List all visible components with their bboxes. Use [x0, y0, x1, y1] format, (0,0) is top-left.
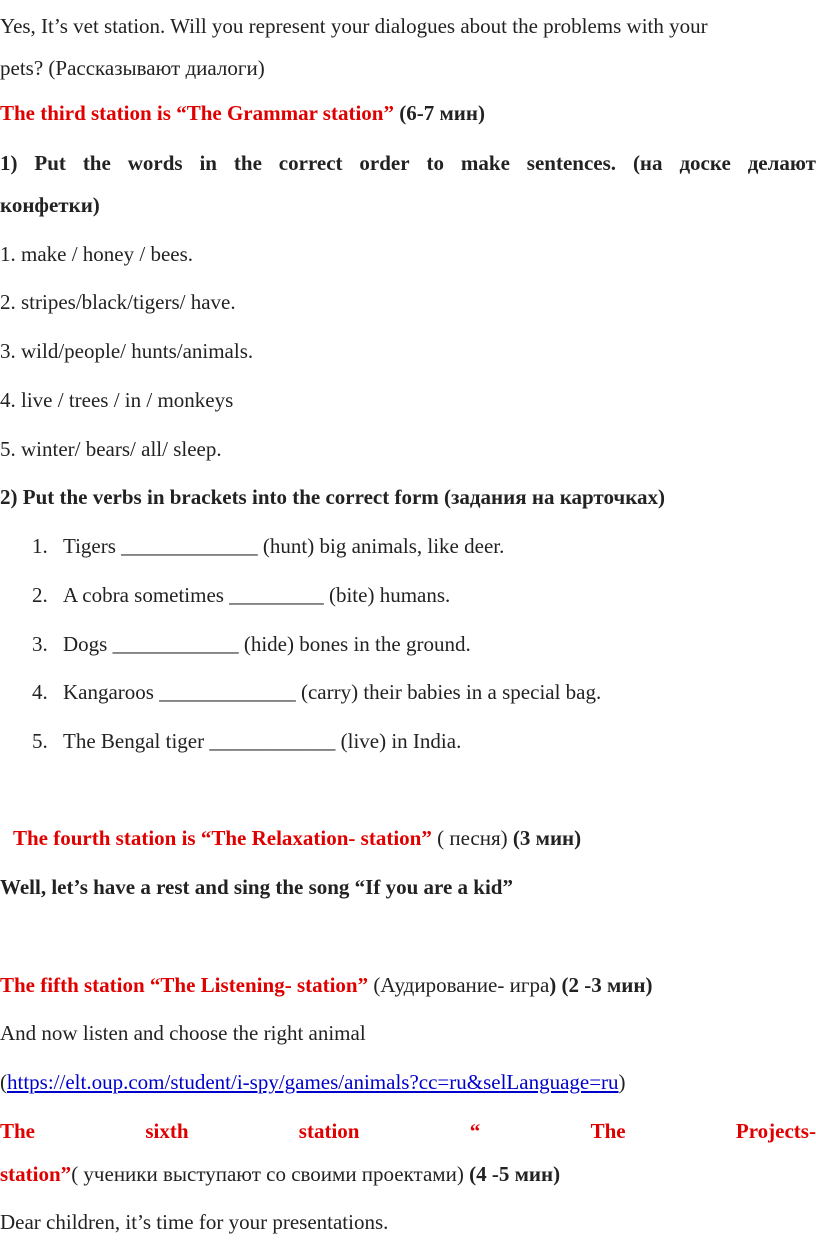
station5-text: And now listen and choose the right animal [0, 1021, 366, 1045]
task1-heading-word: доске [679, 151, 731, 175]
task2-item-text: Tigers _____________ (hunt) big animals, like deer. [63, 534, 505, 558]
station5-heading [0, 972, 653, 998]
animals-game-link[interactable]: https://elt.oup.com/student/i-spy/games/animals?cc=ru&selLanguage=ru [7, 1070, 619, 1094]
station4-text: Well, let’s have a rest and sing the song “If you are a kid” [0, 875, 513, 899]
task1-heading-line-1 [0, 150, 816, 176]
task1-heading-word: the [82, 151, 111, 175]
task2-item-text: A cobra sometimes _________ (bite) humans. [63, 583, 451, 607]
station3-title: The third station is “The Grammar station” [0, 101, 394, 125]
station4-time: (3 мин) [512, 826, 582, 850]
station6-title-end: station” [0, 1162, 72, 1186]
task2-item-number: 1. [32, 534, 48, 558]
task1-heading-word: Put [34, 151, 66, 175]
station6-title-word: The [0, 1119, 36, 1143]
task2-item-text: Dogs ____________ (hide) bones in the ground. [63, 632, 471, 656]
task1-heading-word: sentences. [526, 151, 617, 175]
task1-heading-word: words [127, 151, 183, 175]
task1-heading-word: make [460, 151, 510, 175]
task1-item-4: 4. live / trees / in / monkeys [0, 388, 234, 412]
intro-line-2: pets? (Рассказывают диалоги) [0, 56, 265, 80]
task2-heading: 2) Put the verbs in brackets into the correct form (задания на карточках) [0, 485, 666, 509]
station6-title-word: sixth [145, 1119, 189, 1143]
task2-item-text: The Bengal tiger ____________ (live) in India. [63, 729, 462, 753]
task2-item-text: Kangaroos _____________ (carry) their babies in a special bag. [63, 680, 602, 704]
station6-heading-line-2 [0, 1161, 560, 1187]
station6-title-word: station [298, 1119, 360, 1143]
station6-text: Dear children, it’s time for your presentations. [0, 1210, 389, 1234]
station3-heading [0, 100, 485, 126]
task2-item-1 [32, 533, 504, 559]
station5-time: ) (2 -3 мин) [549, 973, 653, 997]
link-open-paren: ( [0, 1070, 7, 1094]
task2-item-number: 5. [32, 729, 48, 753]
task1-item-5: 5. winter/ bears/ all/ sleep. [0, 437, 222, 461]
task1-heading-word: correct [278, 151, 343, 175]
station5-link-line [0, 1069, 626, 1095]
station6-heading-line-1 [0, 1118, 816, 1144]
station5-title: The fifth station “The Listening- station” [0, 973, 369, 997]
station6-title-word: “ [469, 1119, 481, 1143]
task1-heading-word: in [199, 151, 217, 175]
station4-paren: ( песня) [431, 826, 513, 850]
task1-heading-line-2: конфетки) [0, 193, 100, 217]
station5-paren: (Аудирование- игра [368, 973, 550, 997]
station4-heading [13, 825, 581, 851]
link-close-paren: ) [618, 1070, 626, 1094]
station6-title-word: Projects- [735, 1119, 816, 1143]
task2-item-number: 4. [32, 680, 48, 704]
task1-heading-word: to [426, 151, 444, 175]
task2-item-4 [32, 679, 601, 705]
task2-item-number: 3. [32, 632, 48, 656]
intro-line-1: Yes, It’s vet station. Will you represent your dialogues about the problems with your [0, 14, 708, 38]
task2-item-5 [32, 728, 461, 754]
task1-item-2: 2. stripes/black/tigers/ have. [0, 290, 236, 314]
task2-item-number: 2. [32, 583, 48, 607]
station3-time: (6-7 мин) [393, 101, 485, 125]
task1-heading-word: 1) [0, 151, 18, 175]
task1-heading-word: делают [747, 151, 816, 175]
task1-item-3: 3. wild/people/ hunts/animals. [0, 339, 254, 363]
station6-time: (4 -5 мин) [469, 1162, 561, 1186]
task1-item-1: 1. make / honey / bees. [0, 242, 194, 266]
task1-heading-word: the [233, 151, 262, 175]
station4-title: The fourth station is “The Relaxation- station” [13, 826, 432, 850]
station6-title-word: The [590, 1119, 626, 1143]
station6-paren: ( ученики выступают со своими проектами) [71, 1162, 470, 1186]
task1-heading-word: order [359, 151, 410, 175]
task1-heading-word: (на [632, 151, 663, 175]
task2-item-3 [32, 631, 471, 657]
task2-item-2 [32, 582, 450, 608]
